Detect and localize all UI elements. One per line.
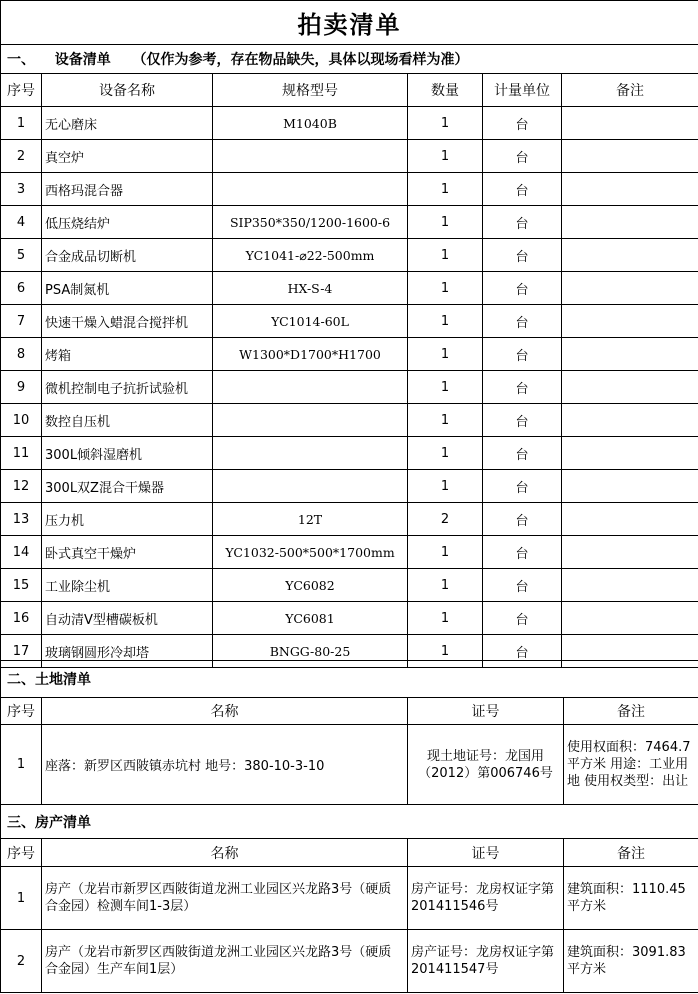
section1-title: 设备清单 bbox=[54, 52, 111, 68]
equipment-remark bbox=[562, 206, 698, 239]
equipment-remark bbox=[562, 503, 698, 536]
equipment-name: 西格玛混合器 bbox=[42, 173, 213, 206]
equipment-unit: 台 bbox=[483, 272, 562, 305]
table-row bbox=[1, 371, 698, 404]
property-header-row bbox=[1, 839, 698, 867]
equipment-spec bbox=[213, 470, 408, 503]
land-name: 座落：新罗区西陂镇赤坑村 地号：380-10-3-10 bbox=[42, 725, 408, 805]
equipment-unit: 台 bbox=[483, 404, 562, 437]
equipment-qty: 1 bbox=[408, 140, 483, 173]
land-remark: 使用权面积：7464.7平方米 用途：工业用地 使用权类型：出让 bbox=[564, 725, 698, 805]
equipment-unit: 台 bbox=[483, 470, 562, 503]
equipment-qty: 1 bbox=[408, 239, 483, 272]
table-row bbox=[1, 503, 698, 536]
equipment-qty: 1 bbox=[408, 338, 483, 371]
equipment-name: 300L双Z混合干燥器 bbox=[42, 470, 213, 503]
row-number: 8 bbox=[1, 338, 42, 371]
equipment-remark bbox=[562, 338, 698, 371]
equipment-spec: 12T bbox=[213, 503, 408, 536]
equipment-remark bbox=[562, 140, 698, 173]
equipment-remark bbox=[562, 569, 698, 602]
row-number: 4 bbox=[1, 206, 42, 239]
table-row bbox=[1, 173, 698, 206]
equipment-spec: YC6082 bbox=[213, 569, 408, 602]
equipment-spec bbox=[213, 404, 408, 437]
row-number: 13 bbox=[1, 503, 42, 536]
equipment-name: 合金成品切断机 bbox=[42, 239, 213, 272]
header-cell: 备注 bbox=[564, 839, 698, 867]
table-row bbox=[1, 305, 698, 338]
property-remark: 建筑面积：3091.83平方米 bbox=[564, 930, 698, 993]
equipment-qty: 1 bbox=[408, 206, 483, 239]
equipment-unit: 台 bbox=[483, 206, 562, 239]
equipment-unit: 台 bbox=[483, 371, 562, 404]
row-number: 10 bbox=[1, 404, 42, 437]
equipment-name: 工业除尘机 bbox=[42, 569, 213, 602]
equipment-name: 快速干燥入蜡混合搅拌机 bbox=[42, 305, 213, 338]
equipment-spec bbox=[213, 173, 408, 206]
equipment-unit: 台 bbox=[483, 305, 562, 338]
equipment-name: 烤箱 bbox=[42, 338, 213, 371]
property-cert: 房产证号：龙房权证字第201411547号 bbox=[408, 930, 564, 993]
equipment-unit: 台 bbox=[483, 437, 562, 470]
row-number: 1 bbox=[1, 725, 42, 805]
equipment-unit: 台 bbox=[483, 503, 562, 536]
row-number: 11 bbox=[1, 437, 42, 470]
header-cell: 证号 bbox=[408, 698, 564, 725]
equipment-name: 300L倾斜湿磨机 bbox=[42, 437, 213, 470]
land-table bbox=[0, 660, 698, 805]
table-row bbox=[1, 602, 698, 635]
equipment-name: 微机控制电子抗折试验机 bbox=[42, 371, 213, 404]
row-number: 2 bbox=[1, 140, 42, 173]
equipment-name: 自动清V型槽碳板机 bbox=[42, 602, 213, 635]
land-header-row bbox=[1, 698, 698, 725]
table-row bbox=[1, 239, 698, 272]
equipment-spec: SIP350*350/1200-1600-6 bbox=[213, 206, 408, 239]
table-row bbox=[1, 107, 698, 140]
equipment-remark bbox=[562, 305, 698, 338]
equipment-spec: W1300*D1700*H1700 bbox=[213, 338, 408, 371]
equipment-name: 低压烧结炉 bbox=[42, 206, 213, 239]
equipment-qty: 1 bbox=[408, 107, 483, 140]
equipment-qty: 1 bbox=[408, 305, 483, 338]
equipment-qty: 1 bbox=[408, 404, 483, 437]
header-cell: 计量单位 bbox=[483, 74, 562, 107]
table-row bbox=[1, 338, 698, 371]
row-number: 5 bbox=[1, 239, 42, 272]
table-row bbox=[1, 470, 698, 503]
page-title: 拍卖清单 bbox=[1, 1, 698, 45]
property-table bbox=[0, 804, 698, 993]
equipment-qty: 1 bbox=[408, 602, 483, 635]
header-cell: 名称 bbox=[42, 839, 408, 867]
equipment-spec: YC1032-500*500*1700mm bbox=[213, 536, 408, 569]
row-number: 1 bbox=[1, 867, 42, 930]
row-number: 6 bbox=[1, 272, 42, 305]
equipment-unit: 台 bbox=[483, 569, 562, 602]
table-row bbox=[1, 404, 698, 437]
property-cert: 房产证号：龙房权证字第201411546号 bbox=[408, 867, 564, 930]
row-number: 1 bbox=[1, 107, 42, 140]
property-name: 房产（龙岩市新罗区西陂街道龙洲工业园区兴龙路3号（硬质合金园）检测车间1-3层） bbox=[42, 867, 408, 930]
equipment-spec bbox=[213, 140, 408, 173]
equipment-spec bbox=[213, 371, 408, 404]
equipment-name: PSA制氮机 bbox=[42, 272, 213, 305]
header-cell: 证号 bbox=[408, 839, 564, 867]
property-name: 房产（龙岩市新罗区西陂街道龙洲工业园区兴龙路3号（硬质合金园）生产车间1层） bbox=[42, 930, 408, 993]
equipment-remark bbox=[562, 536, 698, 569]
property-remark: 建筑面积：1110.45平方米 bbox=[564, 867, 698, 930]
header-cell: 规格型号 bbox=[213, 74, 408, 107]
equipment-spec: BNGG-80-25 bbox=[213, 635, 408, 668]
row-number: 9 bbox=[1, 371, 42, 404]
equipment-spec bbox=[213, 437, 408, 470]
row-number: 12 bbox=[1, 470, 42, 503]
equipment-qty: 1 bbox=[408, 569, 483, 602]
header-cell: 设备名称 bbox=[42, 74, 213, 107]
equipment-remark bbox=[562, 437, 698, 470]
equipment-spec: YC1014-60L bbox=[213, 305, 408, 338]
equipment-spec: M1040B bbox=[213, 107, 408, 140]
section1-heading bbox=[1, 45, 698, 74]
equipment-unit: 台 bbox=[483, 140, 562, 173]
table-row bbox=[1, 930, 698, 993]
row-number: 7 bbox=[1, 305, 42, 338]
row-number: 2 bbox=[1, 930, 42, 993]
equipment-qty: 2 bbox=[408, 503, 483, 536]
table-row bbox=[1, 867, 698, 930]
equipment-remark bbox=[562, 470, 698, 503]
section1-note: （仅作为参考，存在物品缺失，具体以现场看样为准） bbox=[132, 52, 469, 68]
equipment-spec: YC1041-⌀22-500mm bbox=[213, 239, 408, 272]
equipment-spec: HX-S-4 bbox=[213, 272, 408, 305]
equipment-qty: 1 bbox=[408, 371, 483, 404]
equipment-qty: 1 bbox=[408, 437, 483, 470]
row-number: 15 bbox=[1, 569, 42, 602]
row-number: 17 bbox=[1, 635, 42, 668]
equipment-name: 真空炉 bbox=[42, 140, 213, 173]
table-row bbox=[1, 437, 698, 470]
equipment-unit: 台 bbox=[483, 536, 562, 569]
row-number: 3 bbox=[1, 173, 42, 206]
section3-heading: 三、房产清单 bbox=[1, 805, 698, 839]
equipment-name: 数控自压机 bbox=[42, 404, 213, 437]
equipment-qty: 1 bbox=[408, 272, 483, 305]
table-row bbox=[1, 536, 698, 569]
section1-number: 一、 bbox=[7, 52, 35, 68]
table-row bbox=[1, 725, 698, 805]
equipment-unit: 台 bbox=[483, 602, 562, 635]
equipment-unit: 台 bbox=[483, 107, 562, 140]
table-row bbox=[1, 140, 698, 173]
header-cell: 序号 bbox=[1, 839, 42, 867]
equipment-name: 压力机 bbox=[42, 503, 213, 536]
equipment-remark bbox=[562, 173, 698, 206]
equipment-remark bbox=[562, 272, 698, 305]
equipment-remark bbox=[562, 107, 698, 140]
equipment-name: 卧式真空干燥炉 bbox=[42, 536, 213, 569]
equipment-unit: 台 bbox=[483, 173, 562, 206]
equipment-qty: 1 bbox=[408, 470, 483, 503]
equipment-header-row bbox=[1, 74, 698, 107]
section2-heading: 二、土地清单 bbox=[1, 661, 698, 698]
header-cell: 备注 bbox=[564, 698, 698, 725]
equipment-spec: YC6081 bbox=[213, 602, 408, 635]
table-row bbox=[1, 272, 698, 305]
equipment-qty: 1 bbox=[408, 173, 483, 206]
table-row bbox=[1, 206, 698, 239]
table-row bbox=[1, 569, 698, 602]
header-cell: 序号 bbox=[1, 698, 42, 725]
header-cell: 数量 bbox=[408, 74, 483, 107]
equipment-name: 无心磨床 bbox=[42, 107, 213, 140]
row-number: 14 bbox=[1, 536, 42, 569]
equipment-name: 玻璃钢圆形冷却塔 bbox=[42, 635, 213, 668]
equipment-remark bbox=[562, 404, 698, 437]
equipment-unit: 台 bbox=[483, 338, 562, 371]
equipment-unit: 台 bbox=[483, 239, 562, 272]
equipment-remark bbox=[562, 239, 698, 272]
header-cell: 名称 bbox=[42, 698, 408, 725]
equipment-qty: 1 bbox=[408, 536, 483, 569]
equipment-unit: 台 bbox=[483, 635, 562, 668]
header-cell: 备注 bbox=[562, 74, 698, 107]
equipment-remark bbox=[562, 371, 698, 404]
equipment-remark bbox=[562, 602, 698, 635]
equipment-qty: 1 bbox=[408, 635, 483, 668]
header-cell: 序号 bbox=[1, 74, 42, 107]
land-cert: 现土地证号：龙国用（2012）第006746号 bbox=[408, 725, 564, 805]
row-number: 16 bbox=[1, 602, 42, 635]
